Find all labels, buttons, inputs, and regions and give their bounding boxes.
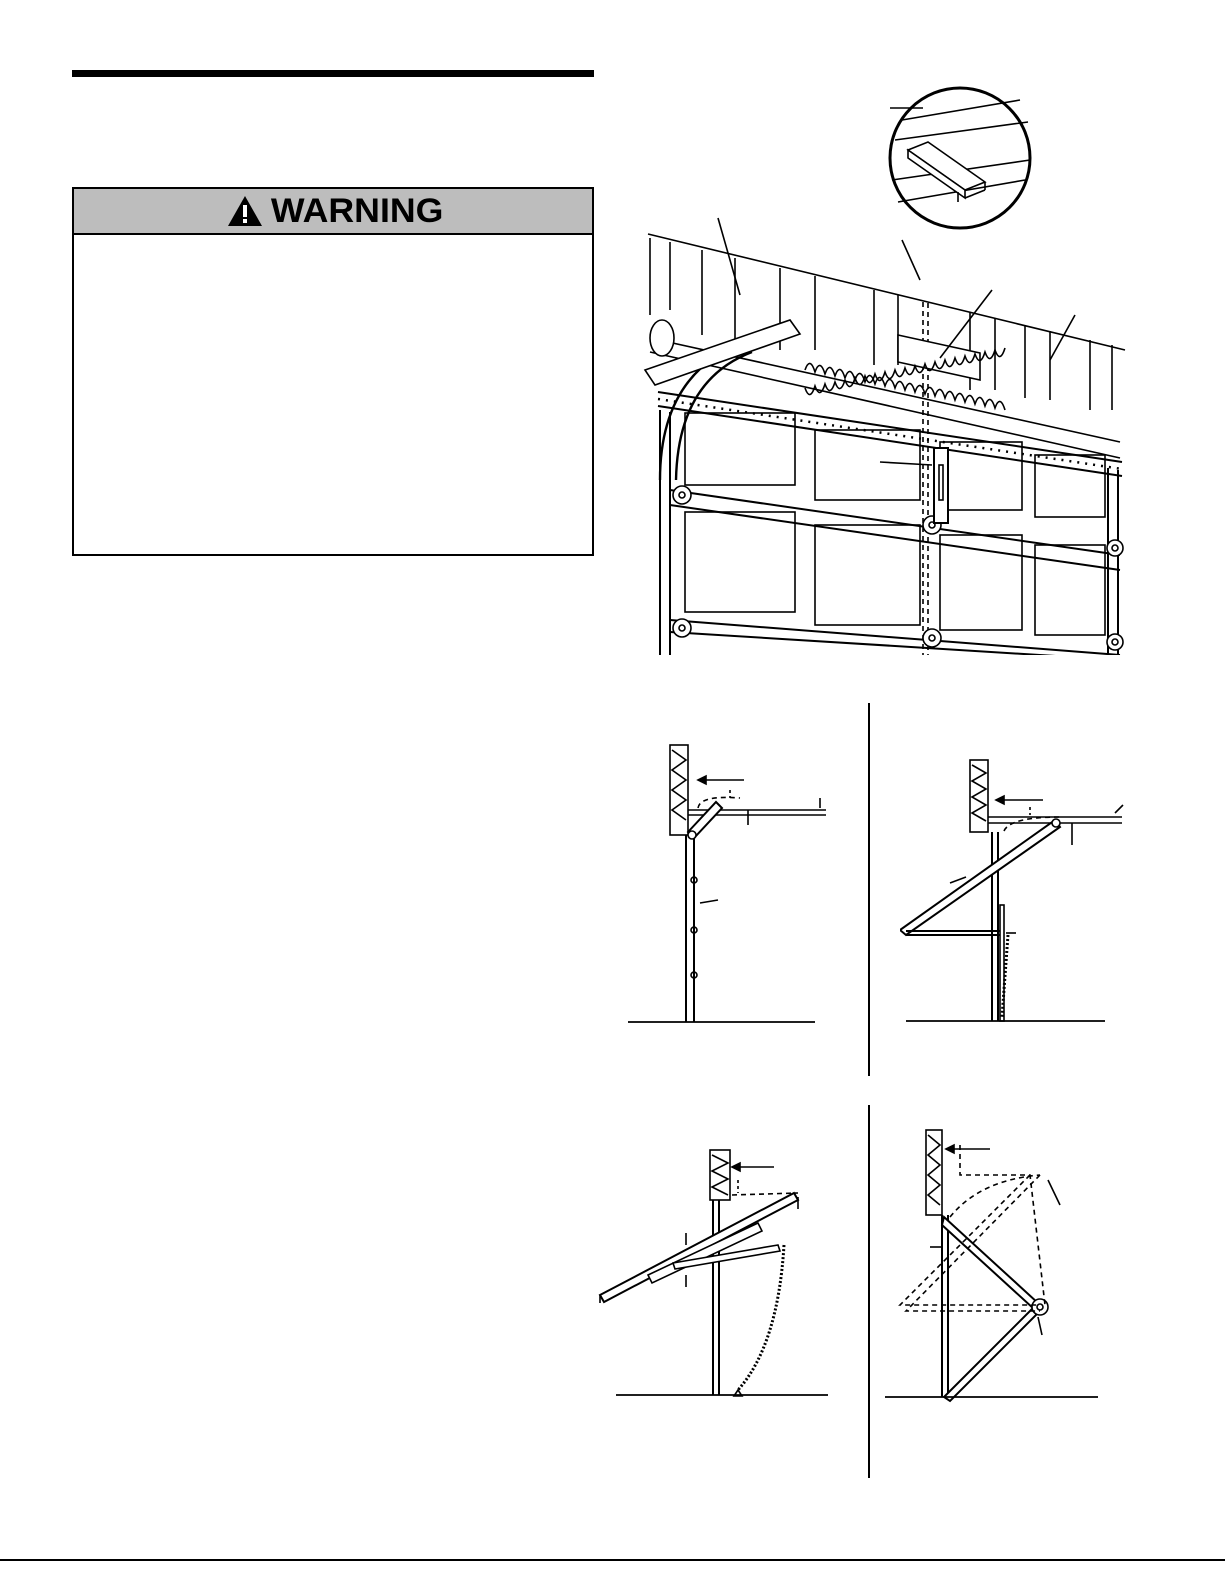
door-panels [660, 410, 1120, 655]
one-piece-door-track-illustration [900, 755, 1125, 1025]
warning-title: WARNING [270, 192, 444, 230]
warning-box [72, 187, 594, 556]
one-piece-door-no-track-illustration [598, 1145, 838, 1400]
one-piece-door-pivot-illustration [880, 1125, 1105, 1410]
figure-separator [868, 1105, 870, 1478]
detail-circle [890, 88, 1030, 228]
one-piece-door-jamb-illustration [620, 740, 840, 1030]
wall-studs [650, 238, 1112, 655]
warning-header [74, 189, 592, 235]
warning-triangle-icon [227, 195, 263, 227]
garage-door-header-bracket-illustration [640, 80, 1130, 655]
bottom-rule [0, 1559, 1225, 1561]
figure-separator [868, 703, 870, 1076]
top-rule [72, 70, 594, 77]
